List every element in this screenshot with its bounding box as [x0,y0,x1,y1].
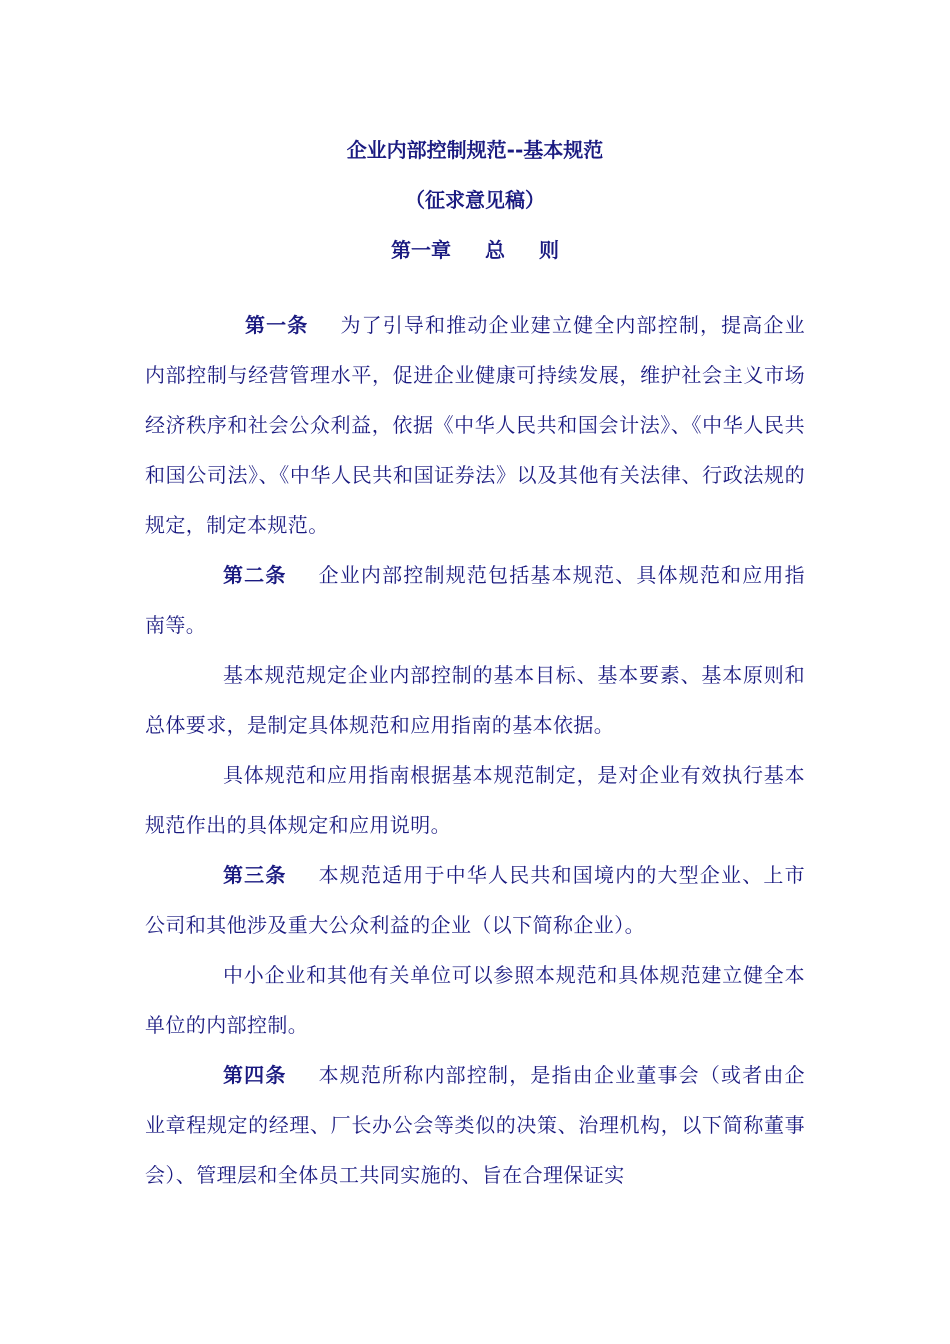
article-1-label: 第一条 [245,313,309,337]
article-2-paragraph [145,550,805,650]
document-title: 企业内部控制规范--基本规范 [346,138,604,162]
article-3-label: 第三条 [223,863,287,887]
article-3-paragraph [145,850,805,950]
article-2-text: 企业内部控制规范包括基本规范、具体规范和应用指南等。 [145,563,806,637]
chapter-title-part2: 则 [539,238,559,262]
article-2-paragraph-2 [145,650,805,750]
article-3-paragraph-2 [145,950,805,1050]
article-1-paragraph [145,300,805,550]
chapter-number: 第一章 [391,238,451,262]
article-4-label: 第四条 [223,1063,287,1087]
document-subtitle: （征求意见稿） [405,188,545,212]
document-body [145,300,805,1200]
article-2-paragraph-3 [145,750,805,850]
article-4-text: 本规范所称内部控制，是指由企业董事会（或者由企业章程规定的经理、厂长办公会等类似的决策、治理机构，以下简称董事会）、管理层和全体员工共同实施的、旨在合理保证实 [145,1063,806,1187]
article-4-paragraph [145,1050,805,1200]
article-2-text-3: 具体规范和应用指南根据基本规范制定，是对企业有效执行基本规范作出的具体规定和应用说明。 [145,763,805,837]
article-2-text-2: 基本规范规定企业内部控制的基本目标、基本要素、基本原则和总体要求，是制定具体规范和应用指南的基本依据。 [145,663,805,737]
chapter-title-part1: 总 [485,238,505,262]
chapter-heading [0,236,950,264]
article-3-text: 本规范适用于中华人民共和国境内的大型企业、上市公司和其他涉及重大公众利益的企业（以下简称企业）。 [145,863,806,937]
article-1-text: 为了引导和推动企业建立健全内部控制，提高企业内部控制与经营管理水平，促进企业健康可持续发展，维护社会主义市场经济秩序和社会公众利益，依据《中华人民共和国会计法》、《中华人民共和国公司法》、《中华人民共和国证券法》以及其他有关法律、行政法规的规定，制定本规范。 [145,313,805,537]
article-2-label: 第二条 [223,563,287,587]
article-3-text-2: 中小企业和其他有关单位可以参照本规范和具体规范建立健全本单位的内部控制。 [145,963,805,1037]
